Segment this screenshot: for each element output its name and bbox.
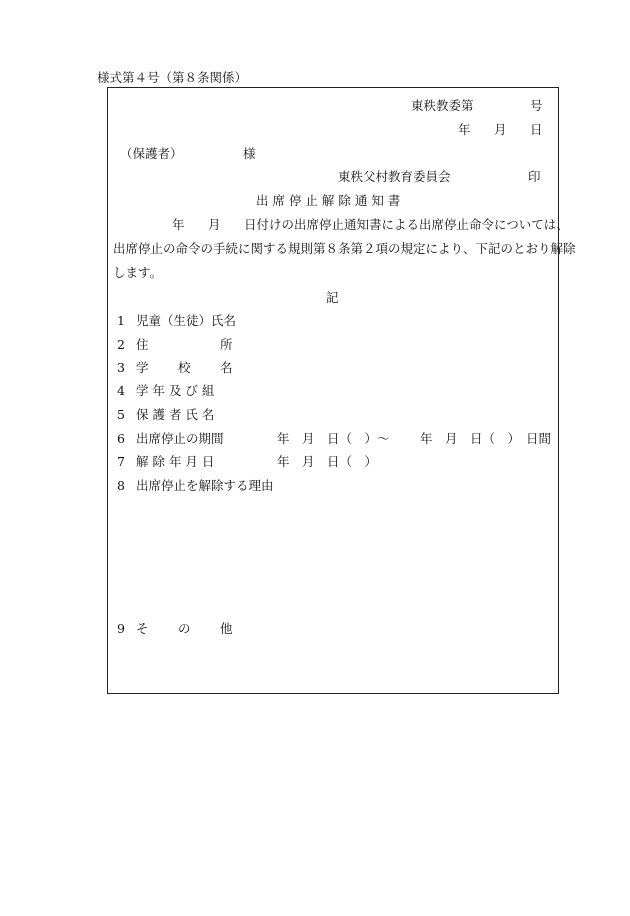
item-number: 4 [117, 383, 125, 398]
item-number: 9 [117, 621, 125, 636]
item-label-student-name: 児童（生徒）氏名 [136, 313, 237, 328]
item-number: 2 [117, 337, 125, 352]
period-from: 年 月 日（ ）～ [277, 431, 390, 446]
item-label-school-c: 名 [220, 360, 233, 375]
item-label-school-a: 学 [136, 360, 149, 375]
issuer-name: 東秩父村教育委員会 [338, 169, 451, 184]
doc-number-prefix: 東秩教委第 [411, 98, 474, 113]
form-number-label: 様式第４号（第８条関係） [97, 70, 248, 85]
seal-mark: 印 [528, 169, 541, 184]
body-line2: 出席停止の命令の手続に関する規則第８条第２項の規定により、下記のとおり解除 [113, 241, 576, 256]
document-title: 出 席 停 止 解 除 通 知 書 [256, 193, 401, 208]
item-number: 1 [117, 313, 125, 328]
ki-heading: 記 [326, 290, 339, 305]
item-label-release-reason: 出席停止を解除する理由 [136, 478, 274, 493]
body-line1: 日付けの出席停止通知書による出席停止命令については、 [244, 217, 569, 232]
date-day: 日 [530, 122, 543, 137]
item-number: 6 [117, 431, 125, 446]
item-label-address-a: 住 [136, 337, 149, 352]
body-month: 月 [208, 217, 221, 232]
date-year: 年 [458, 122, 471, 137]
recipient-label: （保護者） [120, 146, 183, 161]
item-number: 8 [117, 478, 125, 493]
item-label-suspension-period: 出席停止の期間 [136, 431, 224, 446]
item-number: 3 [117, 360, 125, 375]
item-number: 7 [117, 454, 125, 469]
item-label-release-date: 解 除 年 月 日 [136, 454, 215, 469]
body-year: 年 [172, 217, 185, 232]
item-label-school-b: 校 [178, 360, 191, 375]
body-line3: します。 [113, 265, 163, 280]
item-label-other-a: そ [136, 621, 149, 636]
period-to: 年 月 日（ ） [420, 431, 521, 446]
item-label-guardian-name: 保 護 者 氏 名 [136, 407, 215, 422]
period-days: 日間 [526, 431, 552, 446]
doc-number-suffix: 号 [530, 98, 543, 113]
item-label-other-b: の [178, 621, 191, 636]
item-label-other-c: 他 [220, 621, 233, 636]
release-date-value: 年 月 日（ ） [277, 454, 378, 469]
item-label-address-b: 所 [220, 337, 233, 352]
recipient-honorific: 様 [243, 146, 256, 161]
item-number: 5 [117, 407, 125, 422]
date-month: 月 [494, 122, 507, 137]
item-label-grade-class: 学 年 及 び 組 [136, 383, 215, 398]
